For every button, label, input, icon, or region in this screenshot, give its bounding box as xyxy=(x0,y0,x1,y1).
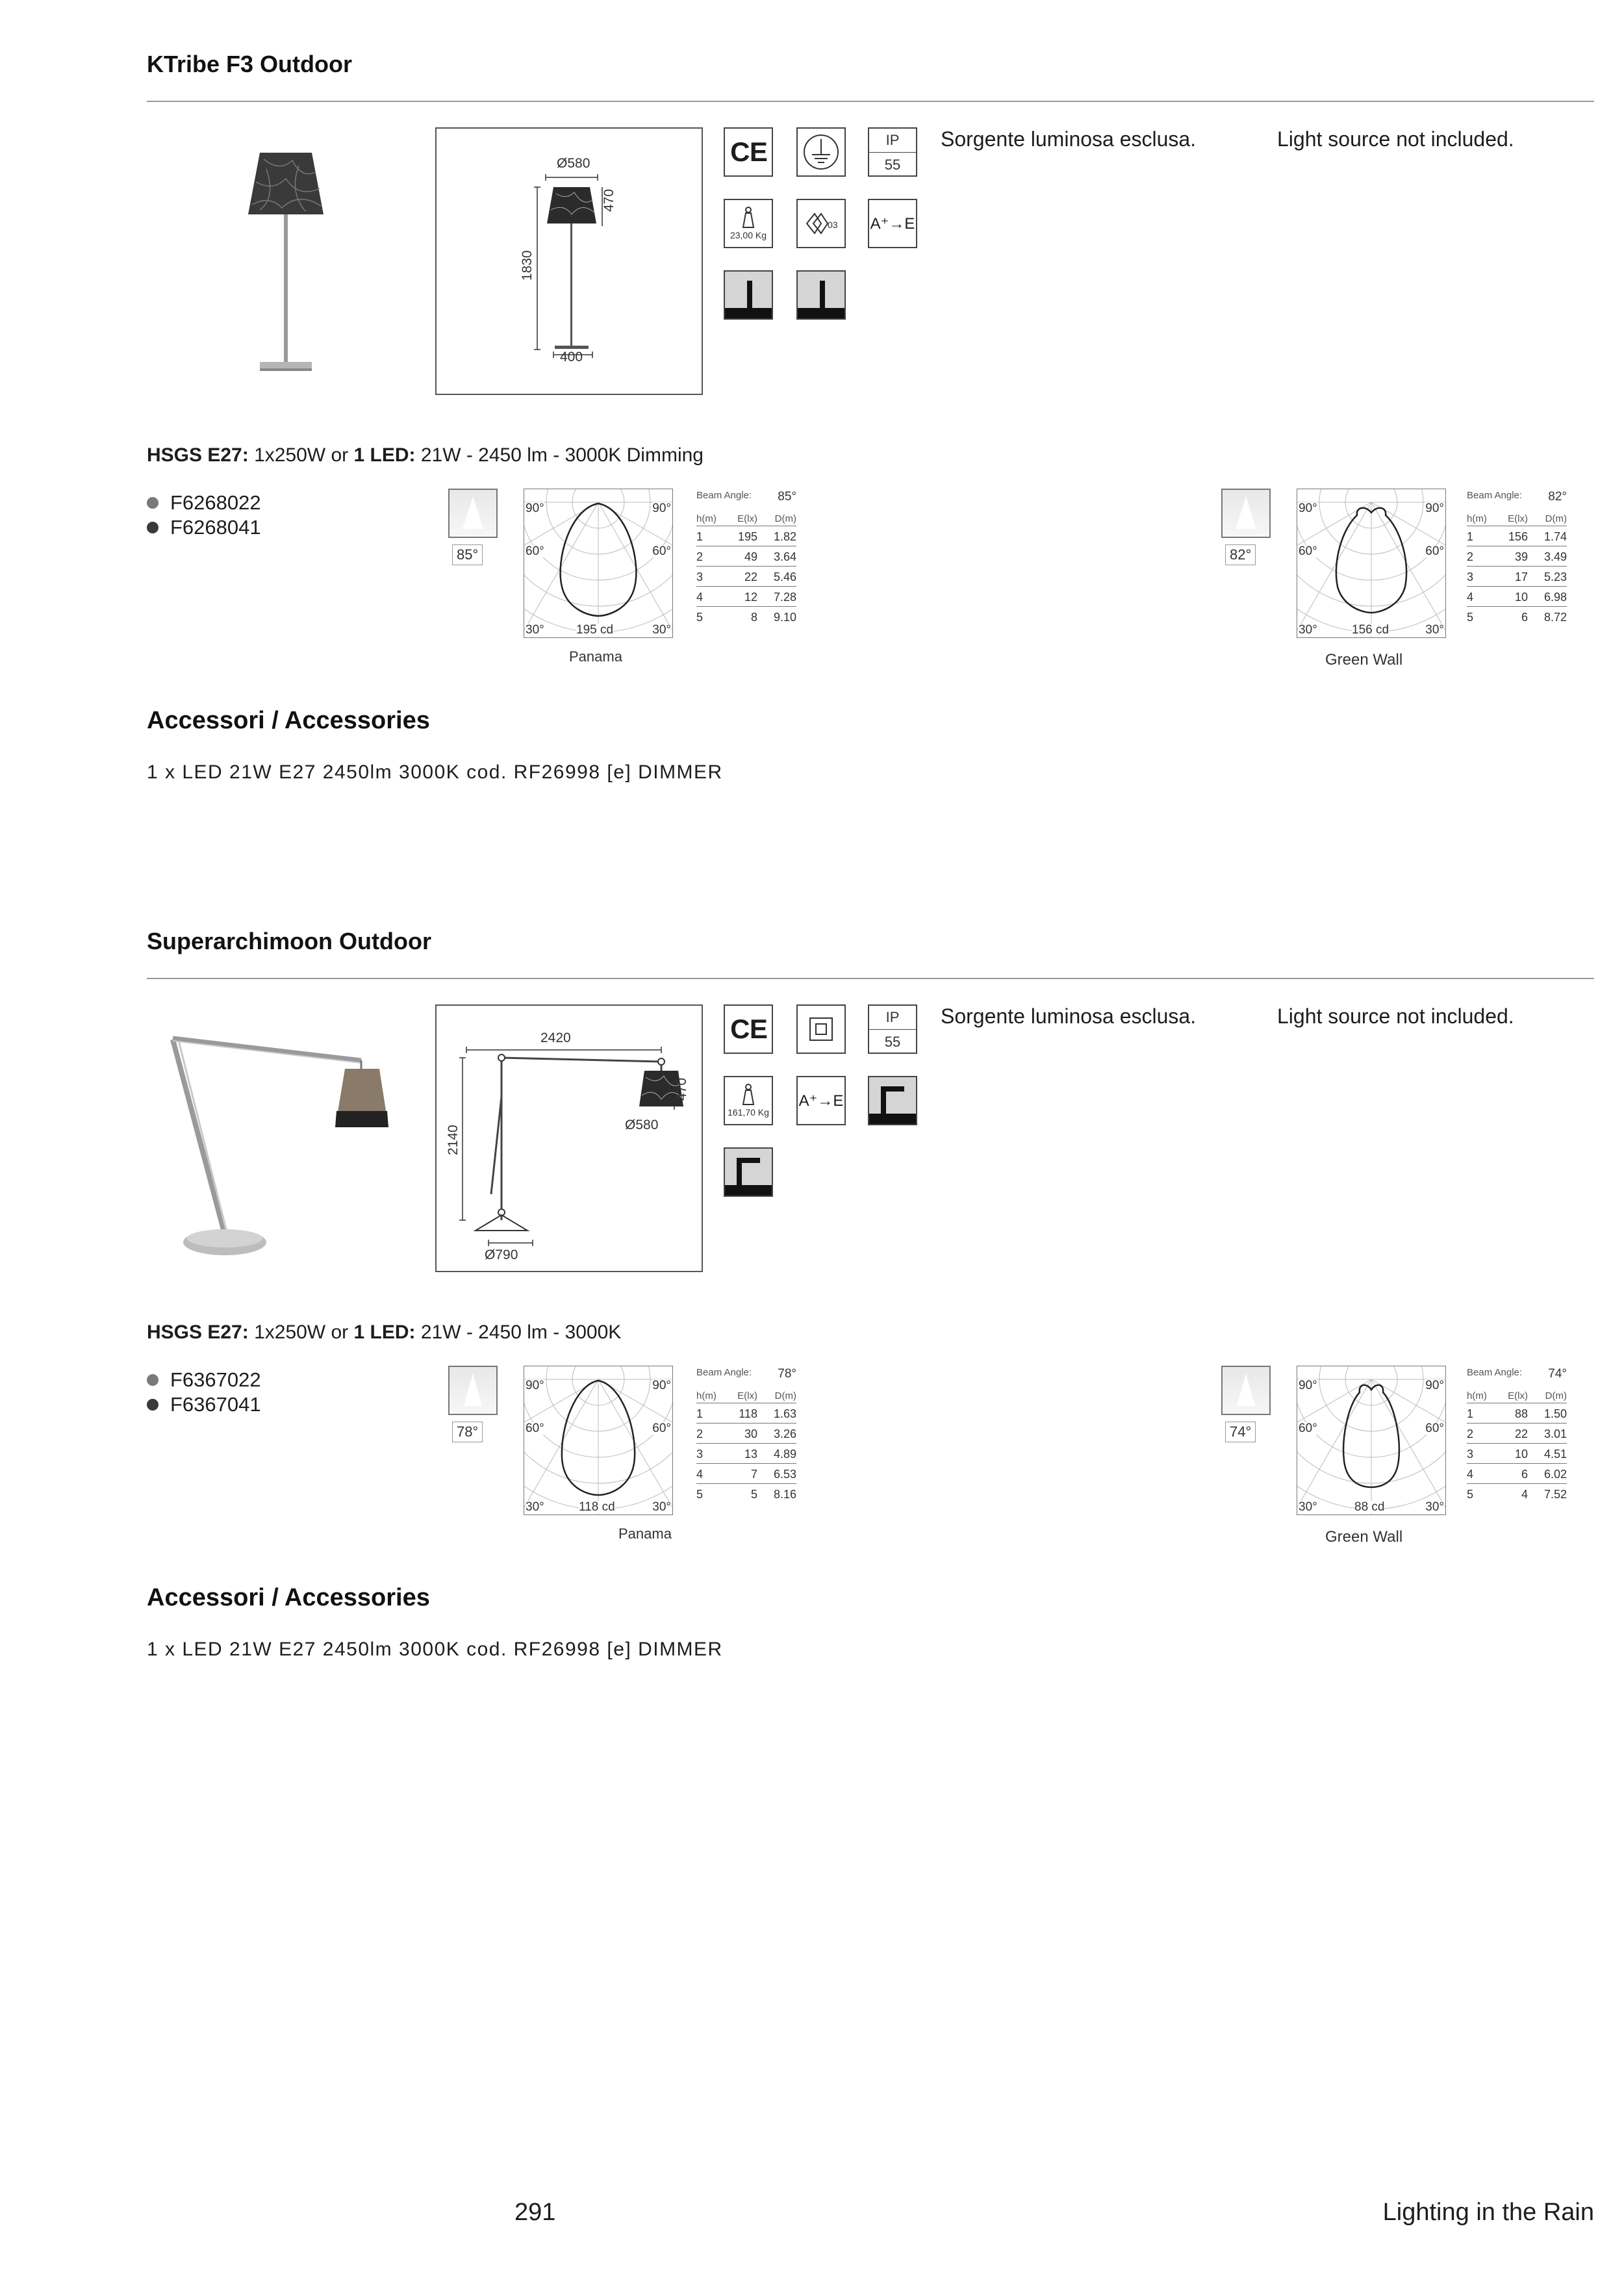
divider xyxy=(147,978,1594,979)
table-row xyxy=(1467,526,1567,546)
table-cell: 12 xyxy=(744,591,757,604)
table-cell: 17 xyxy=(1514,570,1528,583)
beam-angle-badge: 85° xyxy=(452,544,483,565)
table-cell: 5 xyxy=(1467,611,1474,624)
table-row xyxy=(696,1464,796,1484)
photometry-caption: Green Wall xyxy=(1325,1528,1403,1546)
table-cell: 88 xyxy=(1514,1407,1528,1420)
weight-value: 161,70 Kg xyxy=(728,1107,769,1118)
product-code xyxy=(147,1368,261,1392)
col-header: h(m) xyxy=(1467,1390,1487,1401)
beam-angle-badge: 74° xyxy=(1225,1422,1256,1442)
table-cell: 6.98 xyxy=(1543,591,1567,604)
table-cell: 3 xyxy=(1467,1448,1474,1461)
dim-diameter: Ø580 xyxy=(557,156,590,171)
ip-label: IP xyxy=(869,129,916,153)
photometry-table xyxy=(696,490,796,626)
accessories-line: 1 x LED 21W E27 2450lm 3000K cod. RF26998 [e] DIMMER xyxy=(147,1639,723,1660)
finish-swatch xyxy=(147,1399,159,1411)
angle-label: 60° xyxy=(1299,1422,1317,1435)
angle-label: 60° xyxy=(652,544,671,558)
beam-icon xyxy=(1221,489,1271,563)
table-cell: 5.46 xyxy=(773,570,796,583)
table-cell: 3.64 xyxy=(773,550,796,563)
table-cell: 4 xyxy=(1467,591,1474,604)
angle-label: 30° xyxy=(526,623,544,637)
table-cell: 22 xyxy=(744,570,757,583)
code-text: F6367041 xyxy=(170,1393,261,1416)
energy-class-label: A⁺→E xyxy=(798,1092,844,1110)
dim-total-height: 1830 xyxy=(520,250,535,281)
note-italian: Sorgente luminosa esclusa. xyxy=(941,1004,1197,1028)
table-row xyxy=(696,1403,796,1424)
table-row xyxy=(1467,587,1567,607)
table-cell: 8 xyxy=(750,611,757,624)
angle-label: 60° xyxy=(1425,544,1444,558)
lamp-spec xyxy=(147,444,704,466)
ce-mark-icon: C E xyxy=(724,127,773,177)
technical-drawing xyxy=(435,1004,703,1272)
mount-arm-icon-2 xyxy=(724,1147,773,1197)
table-cell: 4 xyxy=(1467,1468,1474,1481)
table-row xyxy=(696,546,796,567)
dim-shade-height: 470 xyxy=(674,1077,689,1101)
candela-label: 195 cd xyxy=(576,623,614,637)
beam-angle-value: 85° xyxy=(778,490,796,504)
ground-icon xyxy=(796,127,846,177)
weight-icon xyxy=(724,199,773,248)
mount-floor-icon-2 xyxy=(796,270,846,320)
product-code xyxy=(147,1393,261,1416)
angle-label: 60° xyxy=(526,1422,544,1435)
energy-class-icon xyxy=(796,1076,846,1125)
beam-icon xyxy=(448,1366,498,1440)
table-cell: 6 xyxy=(1521,1468,1528,1481)
svg-text:03: 03 xyxy=(828,220,838,230)
table-cell: 3 xyxy=(1467,570,1474,583)
col-header: E(lx) xyxy=(1508,513,1528,524)
table-cell: 1.63 xyxy=(773,1407,796,1420)
table-row xyxy=(696,567,796,587)
table-cell: 8.72 xyxy=(1543,611,1567,624)
table-cell: 6 xyxy=(1521,611,1528,624)
divider xyxy=(147,101,1594,102)
table-cell: 5.23 xyxy=(1543,570,1567,583)
table-cell: 3.49 xyxy=(1543,550,1567,563)
polar-diagram xyxy=(524,489,673,638)
beam-angle-value: 82° xyxy=(1548,490,1567,504)
code-text: F6268022 xyxy=(170,491,261,514)
mount-arm-icon xyxy=(868,1076,917,1125)
angle-label: 90° xyxy=(526,1379,544,1392)
angle-label: 60° xyxy=(1425,1422,1444,1435)
product-photo xyxy=(240,153,331,380)
note-english: Light source not included. xyxy=(1277,1004,1514,1028)
table-cell: 2 xyxy=(696,1427,704,1440)
photometry-caption: Panama xyxy=(618,1526,672,1542)
table-cell: 5 xyxy=(696,611,704,624)
spec-lamp1: HSGS E27: xyxy=(147,444,249,466)
col-header: D(m) xyxy=(1545,1390,1567,1401)
finish-swatch xyxy=(147,1374,159,1386)
dim-total-height: 2140 xyxy=(446,1125,461,1155)
angle-label: 90° xyxy=(1425,502,1444,515)
angle-label: 30° xyxy=(1425,1500,1444,1514)
angle-label: 90° xyxy=(1299,502,1317,515)
table-cell: 10 xyxy=(1514,1448,1528,1461)
table-cell: 22 xyxy=(1514,1427,1528,1440)
table-cell: 4 xyxy=(696,1468,704,1481)
angle-label: 30° xyxy=(1299,1500,1317,1514)
footer-section: Lighting in the Rain xyxy=(1382,2199,1594,2226)
weight-icon xyxy=(724,1076,773,1125)
table-cell: 2 xyxy=(1467,550,1474,563)
angle-label: 90° xyxy=(652,502,671,515)
spec-lamp2: 1 LED: xyxy=(353,1322,416,1343)
table-cell: 4.89 xyxy=(773,1448,796,1461)
table-row xyxy=(1467,607,1567,626)
table-cell: 7.28 xyxy=(773,591,796,604)
table-row xyxy=(696,526,796,546)
beam-angle-badge: 82° xyxy=(1225,544,1256,565)
energy-class-icon xyxy=(868,199,917,248)
table-cell: 156 xyxy=(1508,530,1528,543)
table-row xyxy=(1467,567,1567,587)
mount-floor-icon xyxy=(724,270,773,320)
table-cell: 7.52 xyxy=(1543,1488,1567,1501)
note-english: Light source not included. xyxy=(1277,127,1514,151)
angle-label: 60° xyxy=(1299,544,1317,558)
code-text: F6367022 xyxy=(170,1368,261,1391)
beam-angle-label: Beam Angle: xyxy=(696,490,752,501)
product-photo xyxy=(147,1020,420,1260)
col-header: h(m) xyxy=(696,513,717,524)
beam-angle-label: Beam Angle: xyxy=(1467,1367,1523,1378)
ip-rating xyxy=(868,1004,917,1054)
table-row xyxy=(1467,1484,1567,1503)
candela-label: 156 cd xyxy=(1352,623,1389,637)
lamp-spec xyxy=(147,1322,621,1344)
beam-icon xyxy=(1221,1366,1271,1440)
table-cell: 195 xyxy=(737,530,757,543)
table-cell: 13 xyxy=(744,1448,757,1461)
class-ii-icon xyxy=(796,1004,846,1054)
table-row xyxy=(1467,1424,1567,1444)
table-cell: 1 xyxy=(1467,1407,1474,1420)
table-row xyxy=(1467,1444,1567,1464)
ip-value: 55 xyxy=(884,156,901,173)
spec-lamp2: 1 LED: xyxy=(353,444,416,466)
table-row xyxy=(1467,1403,1567,1424)
ip-label: IP xyxy=(869,1006,916,1030)
table-cell: 2 xyxy=(696,550,704,563)
table-cell: 49 xyxy=(744,550,757,563)
candela-label: 88 cd xyxy=(1354,1500,1385,1514)
impact-resistance-icon xyxy=(796,199,846,248)
product-code xyxy=(147,491,261,515)
ip-value: 55 xyxy=(884,1033,901,1050)
table-cell: 1.50 xyxy=(1543,1407,1567,1420)
table-cell: 1 xyxy=(1467,530,1474,543)
table-cell: 3.26 xyxy=(773,1427,796,1440)
table-cell: 3 xyxy=(696,570,704,583)
angle-label: 90° xyxy=(526,502,544,515)
table-cell: 4 xyxy=(696,591,704,604)
col-header: h(m) xyxy=(696,1390,717,1401)
finish-swatch xyxy=(147,522,159,533)
col-header: h(m) xyxy=(1467,513,1487,524)
angle-label: 30° xyxy=(526,1500,544,1514)
candela-label: 118 cd xyxy=(579,1500,615,1514)
polar-diagram xyxy=(1297,1366,1446,1515)
table-cell: 39 xyxy=(1514,550,1528,563)
table-row xyxy=(1467,546,1567,567)
table-cell: 2 xyxy=(1467,1427,1474,1440)
table-cell: 1.82 xyxy=(773,530,796,543)
table-cell: 118 xyxy=(739,1407,757,1420)
angle-label: 30° xyxy=(1425,623,1444,637)
accessories-title: Accessori / Accessories xyxy=(147,707,430,734)
accessories-line: 1 x LED 21W E27 2450lm 3000K cod. RF26998 [e] DIMMER xyxy=(147,761,723,783)
table-cell: 1 xyxy=(696,530,704,543)
col-header: E(lx) xyxy=(737,1390,757,1401)
photometry-table xyxy=(1467,490,1567,626)
angle-label: 30° xyxy=(652,623,671,637)
spec-lamp2-val: 21W - 2450 lm - 3000K xyxy=(415,1322,622,1343)
ce-mark-icon: C E xyxy=(724,1004,773,1054)
spec-lamp1: HSGS E27: xyxy=(147,1322,249,1343)
table-cell: 1 xyxy=(696,1407,704,1420)
beam-angle-label: Beam Angle: xyxy=(1467,490,1523,501)
angle-label: 90° xyxy=(652,1379,671,1392)
angle-label: 30° xyxy=(652,1500,671,1514)
accessories-title: Accessori / Accessories xyxy=(147,1584,430,1611)
beam-angle-value: 74° xyxy=(1548,1367,1567,1381)
table-cell: 7 xyxy=(750,1468,757,1481)
photometry-caption: Green Wall xyxy=(1325,651,1403,669)
table-row xyxy=(696,607,796,626)
spec-lamp1-val: 1x250W or xyxy=(248,444,354,466)
table-cell: 4.51 xyxy=(1543,1448,1567,1461)
beam-icon xyxy=(448,489,498,563)
angle-label: 90° xyxy=(1425,1379,1444,1392)
polar-diagram xyxy=(1297,489,1446,638)
table-cell: 4 xyxy=(1521,1488,1528,1501)
col-header: E(lx) xyxy=(737,513,757,524)
col-header: E(lx) xyxy=(1508,1390,1528,1401)
angle-label: 90° xyxy=(1299,1379,1317,1392)
table-cell: 3 xyxy=(696,1448,704,1461)
table-row xyxy=(696,1444,796,1464)
code-text: F6268041 xyxy=(170,516,261,539)
beam-angle-value: 78° xyxy=(778,1367,796,1381)
ip-rating xyxy=(868,127,917,177)
weight-value: 23,00 Kg xyxy=(730,230,767,240)
photometry-table xyxy=(696,1367,796,1503)
col-header: D(m) xyxy=(774,1390,796,1401)
angle-label: 60° xyxy=(526,544,544,558)
photometry-table xyxy=(1467,1367,1567,1503)
table-cell: 5 xyxy=(750,1488,757,1501)
table-cell: 6.02 xyxy=(1543,1468,1567,1481)
dim-base: Ø790 xyxy=(485,1247,518,1262)
dim-base: 400 xyxy=(560,350,583,364)
table-cell: 10 xyxy=(1514,591,1528,604)
col-header: D(m) xyxy=(1545,513,1567,524)
beam-angle-label: Beam Angle: xyxy=(696,1367,752,1378)
table-cell: 30 xyxy=(744,1427,757,1440)
note-italian: Sorgente luminosa esclusa. xyxy=(941,127,1197,151)
technical-drawing xyxy=(435,127,703,395)
angle-label: 30° xyxy=(1299,623,1317,637)
table-cell: 9.10 xyxy=(773,611,796,624)
product-title: KTribe F3 Outdoor xyxy=(147,51,353,77)
spec-lamp1-val: 1x250W or xyxy=(248,1322,354,1343)
table-cell: 5 xyxy=(696,1488,704,1501)
energy-class-label: A⁺→E xyxy=(870,214,915,233)
table-row xyxy=(696,1424,796,1444)
table-cell: 1.74 xyxy=(1543,530,1567,543)
table-cell: 3.01 xyxy=(1543,1427,1567,1440)
page-number: 291 xyxy=(514,2199,556,2226)
product-code xyxy=(147,516,261,539)
table-cell: 6.53 xyxy=(773,1468,796,1481)
table-cell: 8.16 xyxy=(773,1488,796,1501)
table-cell: 5 xyxy=(1467,1488,1474,1501)
spec-lamp2-val: 21W - 2450 lm - 3000K Dimming xyxy=(415,444,704,466)
product-title: Superarchimoon Outdoor xyxy=(147,928,432,954)
beam-angle-badge: 78° xyxy=(452,1422,483,1442)
col-header: D(m) xyxy=(774,513,796,524)
table-row xyxy=(696,587,796,607)
finish-swatch xyxy=(147,497,159,509)
table-row xyxy=(1467,1464,1567,1484)
dim-diameter: Ø580 xyxy=(625,1118,659,1132)
table-row xyxy=(696,1484,796,1503)
photometry-caption: Panama xyxy=(569,648,622,665)
polar-diagram xyxy=(524,1366,673,1515)
dim-span: 2420 xyxy=(540,1030,571,1045)
dim-shade-height: 470 xyxy=(602,188,616,212)
angle-label: 60° xyxy=(652,1422,671,1435)
